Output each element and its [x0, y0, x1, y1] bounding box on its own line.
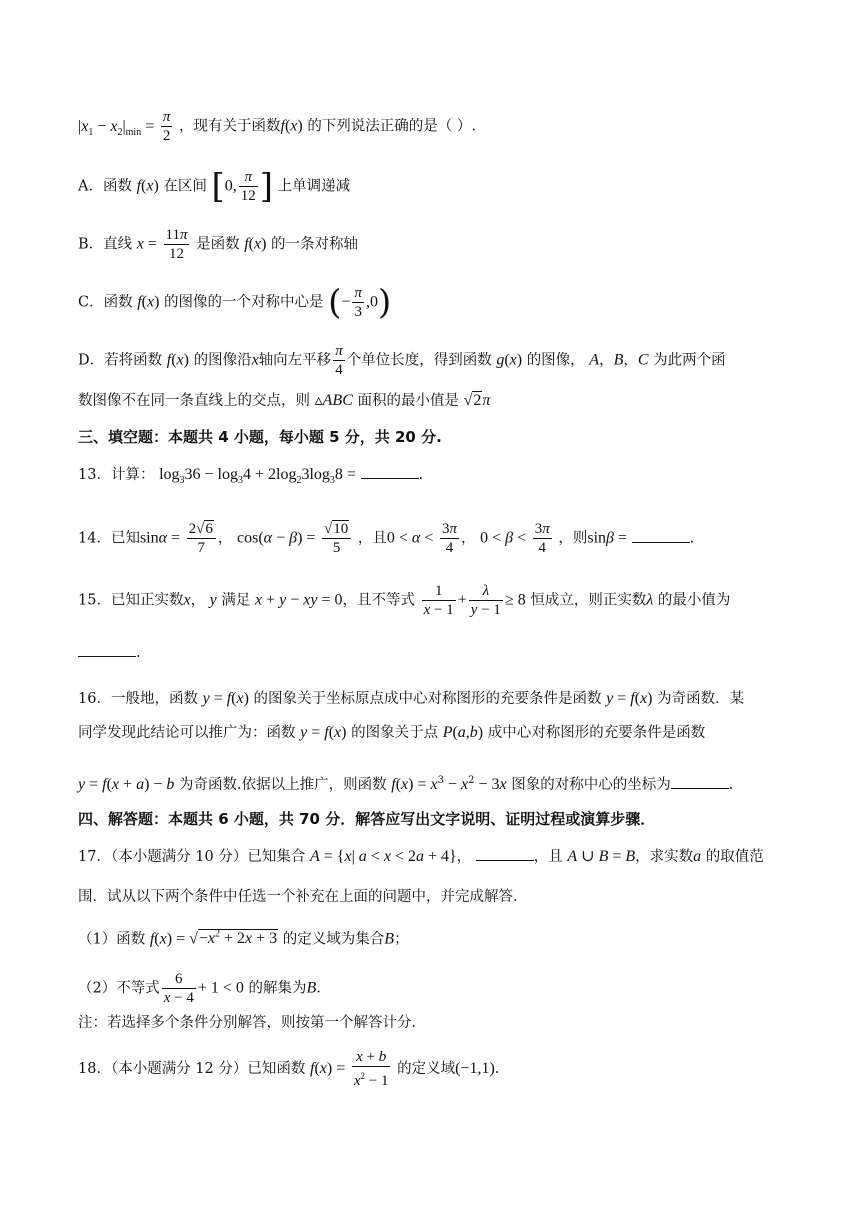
- math-frac-3pi-4b: $\frac{3\pi}{4}$: [534, 521, 550, 556]
- q14: 14．已知sinα = $\frac{2√6}{7}$ ， cos(α − β) = $\frac{√10}{5}$ ，且0 < α < $\frac{3\pi}{4}$ ， 0 < β < $\frac{3\pi}{4}$ ，则sinβ = .: [78, 521, 695, 556]
- math-frac-pi-4: $\frac{\pi}{4}$: [335, 343, 343, 378]
- q15-end: .: [136, 645, 141, 661]
- q16-l2a: 同学发现此结论可以推广为：函数: [78, 725, 296, 741]
- math-frac-pi-2: $\frac{\pi}{2}$: [162, 109, 171, 144]
- q14-sep2: ，: [460, 530, 476, 547]
- option-a-text2: 上单调递减: [277, 178, 351, 195]
- q16-line3: y = f(x + a) − b 为奇函数.依据以上推广，则函数 $f(x) = x^3 - x^2 - 3x$ 图象的对称中心的坐标为 .: [78, 775, 734, 793]
- math-frac-sqrt10-5: $\frac{√10}{5}$: [322, 520, 351, 557]
- q15-holds: 恒成立，则正实数: [530, 592, 647, 609]
- q16-l2b: 的图象关于点: [351, 725, 439, 741]
- q17-l1d: ，求实数: [635, 849, 694, 865]
- q16-answer-blank[interactable]: [671, 774, 729, 789]
- q14-and: ，且: [357, 530, 387, 547]
- q12-option-a: A．函数 f(x) 在区间 [0, $\frac{\pi}{12}$ ] 上单调递减: [78, 166, 351, 207]
- q17-l1e: 的取值范: [705, 849, 764, 865]
- q17-c2c: ．: [316, 980, 331, 997]
- q15-label: 15．已知正实数: [78, 592, 184, 609]
- q15: 15．已知正实数x， y 满足 x + y − xy = 0，且不等式 $\frac{1}{x - 1}$ + $\frac{\lambda}{y - 1}$ ≥ 8 恒成立，则正实数λ 的最小值为: [78, 583, 731, 618]
- option-b-label: B．直线: [78, 236, 133, 253]
- math-fx: f: [280, 117, 285, 135]
- q16-l1c: 为奇函数．某: [657, 691, 745, 707]
- q16-end: .: [728, 776, 734, 793]
- q14-end: .: [689, 530, 695, 547]
- math-frac-1-x-1: $\frac{1}{x - 1}$: [423, 583, 454, 618]
- q18: 18．（本小题满分 12 分）已知函数 f(x) = $\frac{x + b}{x^2 - 1}$ 的定义域(−1,1).: [78, 1049, 500, 1089]
- option-d-line2-text: 数图像不在同一条直线上的交点，则: [78, 393, 310, 409]
- q13: 13．计算： $\log_336 - \log_34 + 2\log_23\log_38$ = .: [78, 466, 424, 487]
- math-abs-diff: $|x_1 - x_2|_{min}$ =: [78, 117, 155, 138]
- q14-answer-blank[interactable]: [632, 528, 690, 543]
- option-c-text: 的图像的一个对称中心是: [164, 294, 324, 311]
- math-bracket-right: ]: [259, 166, 274, 207]
- q17-l1b: ，: [456, 849, 472, 865]
- q15-min: 的最小值为: [657, 592, 731, 609]
- option-d-label: D．若将函数: [78, 352, 163, 369]
- q17-l1a: 17．（本小题满分 10 分）已知集合: [78, 849, 306, 865]
- q15-satisfy: 满足: [221, 592, 251, 609]
- q18-c: .: [494, 1061, 500, 1077]
- q17-condition-blank[interactable]: [476, 846, 534, 861]
- math-bracket-left: [: [211, 166, 225, 207]
- q17-c1b: 的定义域为集合: [282, 931, 385, 948]
- option-d-text1: 的图像沿: [193, 352, 252, 369]
- q17-c1c: ；: [394, 931, 409, 948]
- q17-condition-2: （2）不等式 $\frac{6}{x - 4}$ + 1 < 0 的解集为B．: [78, 971, 331, 1006]
- option-d-text2: 轴向左平移: [258, 352, 332, 369]
- q15-answer-line: [78, 642, 782, 664]
- q13-label: 13．计算：: [78, 467, 155, 483]
- q17-l1c: ，且: [533, 849, 563, 865]
- option-b-text2: 的一条对称轴: [271, 236, 359, 253]
- q15-sep: ，: [190, 592, 206, 609]
- section-3-heading: 三、填空题：本题共 4 小题，每小题 5 分，共 20 分.: [78, 428, 442, 446]
- option-b-text: 是函数: [196, 236, 240, 253]
- q16-line2: 同学发现此结论可以推广为：函数 y = f(x) 的图象关于点 P(a,b) 成中心对称图形的充要条件是函数: [78, 724, 706, 741]
- q12-option-c: C．函数 f(x) 的图像的一个对称中心是 (− $\frac{\pi}{3}$ ,0): [78, 282, 392, 323]
- q16-line1: 16．一般地，函数 y = f(x) 的图象关于坐标原点成中心对称图形的充要条件是函数 y = f(x) 为奇函数．某: [78, 690, 745, 707]
- q13-end: .: [418, 467, 424, 483]
- option-a-text: 在区间: [163, 178, 207, 195]
- q16-l2c: 成中心对称图形的充要条件是函数: [487, 725, 706, 741]
- q12-option-d: D．若将函数 f(x) 的图像沿x轴向左平移 $\frac{\pi}{4}$ 个单位长度，得到函数 g(x) 的图像， A，B，C 为此两个函: [78, 343, 726, 378]
- q17-condition-1: （1）函数 $f(x) = √-x^2 + 2x + 3$ 的定义域为集合B；: [78, 929, 409, 948]
- math-frac-3pi-4: $\frac{3\pi}{4}$: [441, 521, 457, 556]
- q16-l3b: 图象的对称中心的坐标为: [511, 776, 671, 793]
- q16-l1b: 的图象关于坐标原点成中心对称图形的充要条件是函数: [253, 691, 602, 707]
- option-d-text4: 的图像，: [526, 352, 585, 369]
- q15-ineq: ，且不等式: [342, 592, 416, 609]
- math-frac-pi-12: $\frac{\pi}{12}$: [240, 169, 256, 204]
- q16-l3a: 为奇函数.依据以上推广，则函数: [179, 776, 387, 793]
- math-frac-6-x-4: $\frac{6}{x - 4}$: [163, 971, 194, 1006]
- math-frac-lambda-y-1: $\frac{\lambda}{y - 1}$: [470, 583, 501, 618]
- option-d-line2-tail: 面积的最小值是: [357, 393, 459, 409]
- q17-c2a: （2）不等式: [78, 980, 160, 997]
- option-d-text3: 个单位长度，得到函数: [346, 352, 492, 369]
- option-a-label: A．函数: [78, 178, 132, 195]
- q17-c1a: （1）函数: [78, 931, 146, 948]
- q14-then: ，则: [558, 530, 588, 547]
- q18-b: 的定义域: [397, 1061, 456, 1077]
- q17-line1: 17．（本小题满分 10 分）已知集合 A = {x| a < x < 2a + 4}， ，且 A ∪ B = B，求实数a 的取值范: [78, 848, 764, 865]
- q15-answer-blank[interactable]: [78, 642, 136, 657]
- q12-condition-line: $|x_1 - x_2|_{min}$ = $\frac{\pi}{2}$ ，现有关于函数f(x) 的下列说法正确的是（ ）.: [78, 109, 477, 144]
- q12-option-b: B．直线 x = $\frac{11\pi}{12}$ 是函数 f(x) 的一条对称轴: [78, 227, 359, 262]
- q17-line2: 围．试从以下两个条件中任选一个补充在上面的问题中，并完成解答．: [78, 889, 528, 905]
- math-frac-2sqrt6-7: $\frac{2√6}{7}$: [187, 520, 216, 557]
- q12-condition-text: ，现有关于函数: [178, 118, 281, 135]
- q13-answer-blank[interactable]: [361, 464, 419, 479]
- q17-c2b: 的解集为: [248, 980, 307, 997]
- section-4-heading: 四、解答题：本题共 6 小题，共 70 分．解答应写出文字说明、证明过程或演算步骤．: [78, 810, 656, 828]
- math-frac-x-b-x2-1: $\frac{x + b}{x^2 - 1}$: [353, 1049, 389, 1089]
- q16-l1a: 16．一般地，函数: [78, 691, 198, 707]
- q12-condition-text2: 的下列说法正确的是（ ）.: [307, 118, 477, 135]
- q12-option-d-line2: 数图像不在同一条直线上的交点，则 ▵ABC 面积的最小值是 √2π: [78, 392, 491, 409]
- option-c-label: C．函数: [78, 294, 133, 311]
- q18-a: 18．（本小题满分 12 分）已知函数: [78, 1061, 306, 1077]
- q17-note: 注：若选择多个条件分别解答，则按第一个解答计分．: [78, 1015, 426, 1031]
- math-frac-11pi-12: $\frac{11\pi}{12}$: [165, 227, 188, 262]
- q14-sep: ，: [217, 530, 233, 547]
- math-frac-pi-3: $\frac{\pi}{3}$: [354, 285, 362, 320]
- q14-label: 14．已知: [78, 530, 140, 547]
